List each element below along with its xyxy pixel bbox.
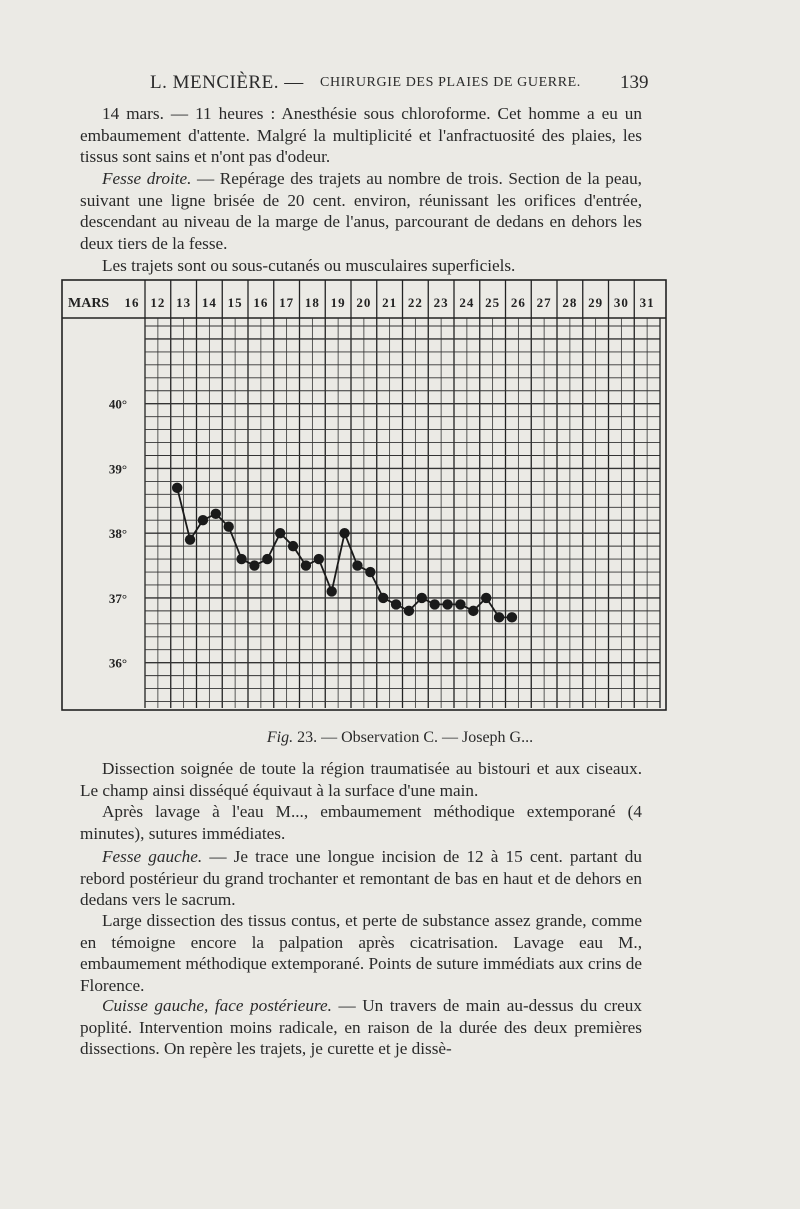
day-label: 29 (588, 295, 604, 310)
cuisse-gauche-lead: Cuisse gauche, face postérieure. (102, 996, 332, 1015)
y-tick-label: 39° (108, 461, 128, 477)
figure-caption (0, 729, 800, 747)
day-label: 26 (510, 295, 526, 310)
temperature-point (404, 606, 414, 616)
temperature-point (223, 522, 233, 532)
day-label: 27 (536, 295, 552, 310)
paragraph-fesse-gauche (80, 846, 642, 911)
temperature-point (468, 606, 478, 616)
paragraph-cuisse-gauche (80, 995, 642, 1060)
day-label: 31 (639, 295, 655, 310)
temperature-chart (60, 276, 670, 721)
fesse-gauche-lead: Fesse gauche. (102, 847, 203, 866)
temperature-point (339, 528, 349, 538)
temperature-point (481, 593, 491, 603)
paragraph-anesthesia: 14 mars. — 11 heures : Anesthésie sous chloroforme. Cet homme a eu un embaumement d'attente. Malgré la multiplicité et l'anfractuosité des plaies, les tissus sont sains et n'ont pas d'odeur. (80, 104, 642, 167)
temperature-point (211, 509, 221, 519)
temperature-point (288, 541, 298, 551)
temperature-point (236, 554, 246, 564)
running-header (150, 72, 650, 96)
fesse-droite-text: — Repérage des trajets au nombre de trois. Section de la peau, suivant une ligne brisée de 20 cent. environ, réunissant les orifices d'entrée, descendant au niveau de la marge de l'anus, parcourant de dedans en dehors les deux tiers de la fesse. (80, 169, 642, 253)
page-number: 139 (620, 72, 649, 93)
temperature-point (275, 528, 285, 538)
day-label: 24 (459, 295, 475, 310)
day-label: 13 (176, 295, 192, 310)
day-label: 18 (304, 295, 320, 310)
day-label: 15 (227, 295, 243, 310)
caption-fig: Fig. (266, 729, 294, 746)
temperature-point (172, 483, 182, 493)
day-label: 25 (485, 295, 501, 310)
paragraph-lavage: Après lavage à l'eau M..., embaumement méthodique extemporané (4 minutes), sutures immédiates. (80, 802, 642, 843)
temperature-point (326, 586, 336, 596)
y-tick-label: 36° (108, 655, 128, 671)
paragraph-fesse-droite (80, 168, 642, 254)
temperature-point (391, 599, 401, 609)
y-tick-label: 38° (108, 526, 128, 542)
y-tick-label: 37° (108, 590, 128, 606)
paragraph-large-dissection: Large dissection des tissus contus, et perte de substance assez grande, comme en témoigne encore la palpation après cicatrisation. Lavage eau M., embaumement méthodique extemporané. Points de suture immédiats aux crins de Florence. (80, 911, 642, 995)
header-author: L. MENCIÈRE. — (150, 72, 304, 93)
temperature-point (455, 599, 465, 609)
temperature-point (378, 593, 388, 603)
cuisse-gauche-text: — Un travers de main au-dessus du creux poplité. Intervention moins radicale, en raison de la durée des deux premières dissections. On repère les trajets, je curette et je dissè- (80, 996, 642, 1059)
temperature-point (314, 554, 324, 564)
day-label: 30 (613, 295, 629, 310)
paragraph-trajets: Les trajets sont ou sous-cutanés ou musculaires superficiels. (102, 256, 516, 275)
day-label: 22 (407, 295, 423, 310)
temperature-point (494, 612, 504, 622)
day-label: 23 (433, 295, 449, 310)
temperature-point (198, 515, 208, 525)
day-label: 14 (201, 295, 217, 310)
temperature-point (507, 612, 517, 622)
day-label: 12 (150, 295, 166, 310)
temperature-point (442, 599, 452, 609)
day-label: 21 (382, 295, 398, 310)
fesse-droite-lead: Fesse droite. (102, 169, 192, 188)
day-label: 20 (356, 295, 372, 310)
caption-text: — Observation C. — Joseph G... (321, 729, 534, 746)
header-subtitle: CHIRURGIE DES PLAIES DE GUERRE. (320, 75, 581, 90)
temperature-point (417, 593, 427, 603)
temperature-point (262, 554, 272, 564)
temperature-point (185, 534, 195, 544)
temperature-point (352, 560, 362, 570)
temperature-point (365, 567, 375, 577)
temperature-chart-svg (60, 276, 670, 721)
day-label: 28 (562, 295, 578, 310)
day-label: 16 (124, 295, 140, 310)
month-label: MARS (68, 296, 110, 311)
caption-number: 23. (297, 729, 318, 746)
y-tick-label: 40° (108, 396, 128, 412)
day-label: 17 (279, 295, 295, 310)
paragraph-dissection: Dissection soignée de toute la région traumatisée au bistouri et aux ciseaux. Le champ ainsi disséqué équivaut à la surface d'une main. (80, 759, 642, 800)
temperature-point (429, 599, 439, 609)
temperature-point (249, 560, 259, 570)
fesse-gauche-text: — Je trace une longue incision de 12 à 15 cent. partant du rebord postérieur du grand trochanter et remontant de bas en haut et de dehors en dedans vers le sacrum. (80, 847, 642, 910)
temperature-point (301, 560, 311, 570)
day-label: 19 (330, 295, 346, 310)
day-label: 16 (253, 295, 269, 310)
